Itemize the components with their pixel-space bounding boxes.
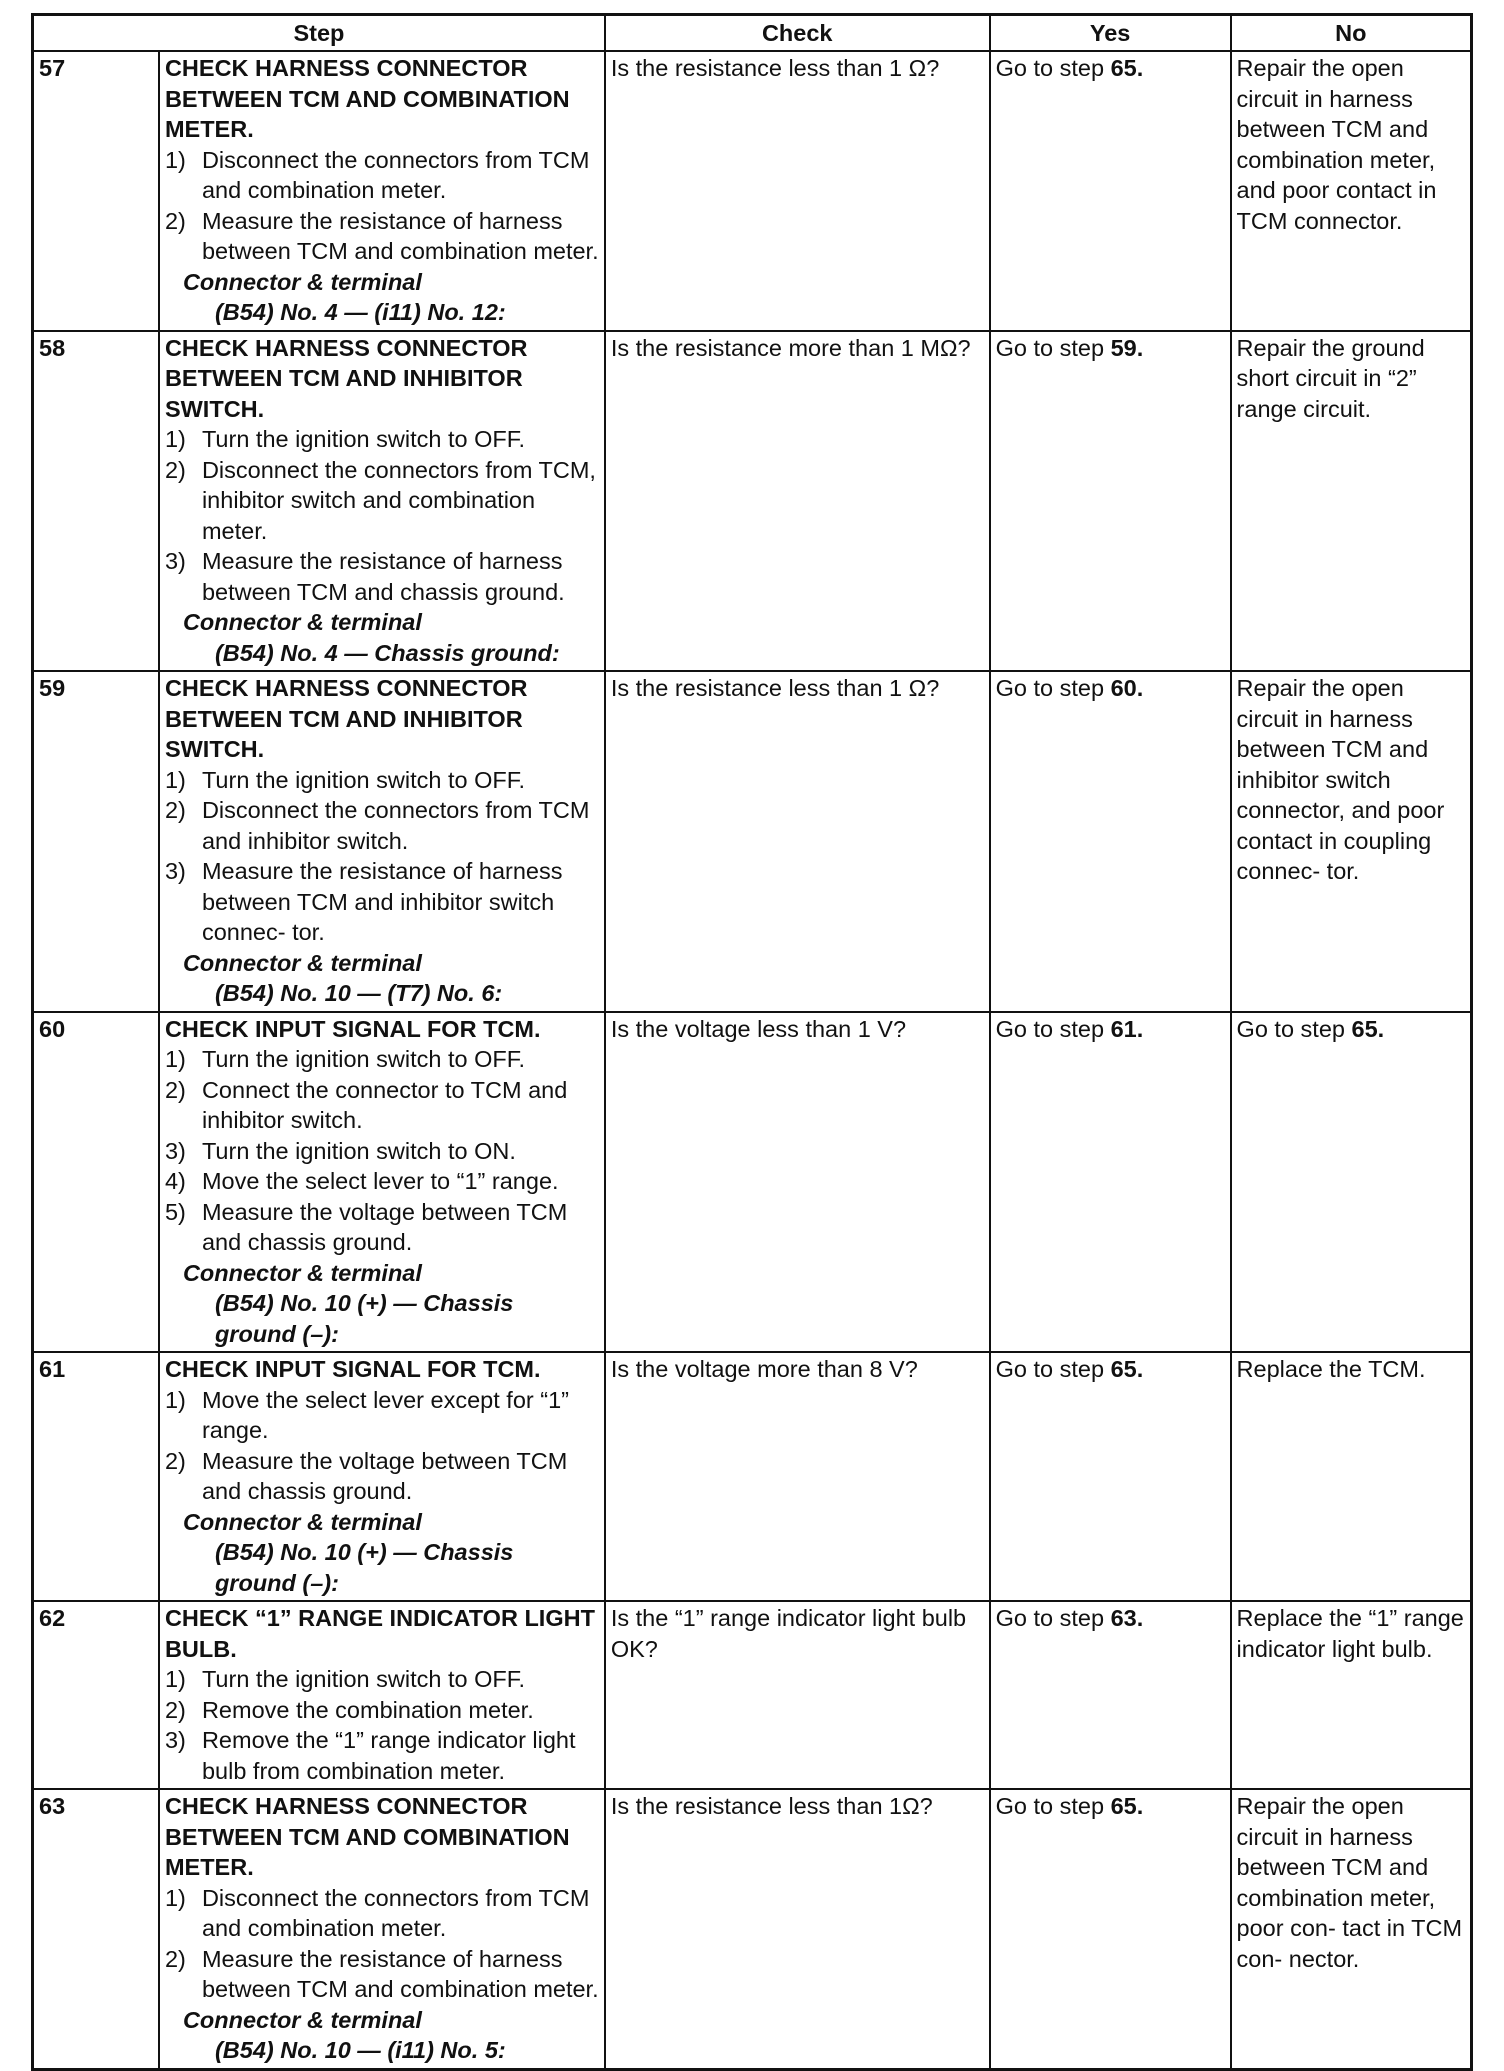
instruction-number: 1): [164, 1046, 186, 1072]
yes-step-ref: 59.: [1110, 334, 1144, 361]
step-number: [33, 1012, 159, 1353]
yes-step-ref: 65.: [1110, 55, 1144, 81]
connector-terminal-value: (B54) No. 4 — Chassis ground:: [214, 639, 560, 666]
instruction-text: Disconnect the connectors from TCM and combination meter.: [201, 146, 590, 203]
instruction-number: 1): [164, 1386, 186, 1413]
instruction-text: Disconnect the connectors from TCM and inhibitor switch.: [201, 797, 590, 854]
yes-step-ref: 65.: [1110, 1356, 1144, 1382]
instruction-number: 2): [164, 1945, 186, 1972]
check-text: Is the voltage less than 1 V?: [610, 1015, 907, 1042]
no-text: Repair the open circuit in harness between TCM and combination meter, and poor contact in TCM connector.: [1236, 55, 1437, 234]
no-cell: [1231, 331, 1472, 672]
yes-step-ref: 61.: [1110, 1015, 1144, 1042]
connector-terminal-label: Connector & terminal: [182, 268, 422, 295]
step-cell: [159, 1012, 605, 1353]
instruction-item: [165, 1883, 599, 1944]
connector-terminal-label: Connector & terminal: [182, 1259, 422, 1286]
instruction-number: 4): [164, 1168, 186, 1194]
step-instructions: [165, 1664, 599, 1786]
no-cell: [1231, 671, 1472, 1012]
step-title: CHECK HARNESS CONNECTOR BETWEEN TCM AND COMBINATION METER.: [164, 1793, 570, 1880]
instruction-item: [165, 455, 599, 547]
connector-terminal-value: (B54) No. 10 (+) — Chassis ground (–):: [214, 1290, 514, 1347]
instruction-item: [165, 1385, 599, 1446]
instruction-text: Move the select lever except for “1” range.: [201, 1386, 569, 1443]
instruction-number: 2): [164, 797, 186, 823]
step-number: [33, 1789, 159, 2069]
check-text: Is the resistance less than 1 Ω?: [610, 675, 940, 701]
check-text: Is the voltage more than 8 V?: [610, 1356, 918, 1382]
step-title: CHECK HARNESS CONNECTOR BETWEEN TCM AND INHIBITOR SWITCH.: [164, 334, 528, 422]
no-cell: [1231, 51, 1472, 331]
instruction-text: Disconnect the connectors from TCM, inhibitor switch and combination meter.: [201, 456, 596, 544]
connector-terminal-label: Connector & terminal: [182, 609, 422, 635]
yes-cell: [990, 671, 1231, 1012]
header-row: [33, 15, 1472, 52]
step-number-text: 60: [39, 1015, 66, 1042]
yes-prefix: Go to step: [995, 1793, 1111, 1819]
instruction-number: 2): [164, 207, 186, 234]
instruction-text: Turn the ignition switch to OFF.: [201, 1046, 525, 1072]
instruction-text: Turn the ignition switch to OFF.: [201, 426, 525, 452]
step-number-text: 57: [39, 55, 66, 81]
instruction-item: [165, 1197, 599, 1258]
instruction-number: 3): [164, 1137, 186, 1164]
connector-terminal-value: (B54) No. 10 — (i11) No. 5:: [214, 2037, 506, 2063]
step-instructions: [165, 1044, 599, 1258]
instruction-item: [165, 1664, 599, 1695]
table-row: [33, 331, 1472, 672]
instruction-number: 2): [164, 456, 186, 483]
step-instructions: [165, 765, 599, 948]
instruction-number: 3): [164, 858, 186, 884]
step-cell: [159, 1601, 605, 1789]
no-text: Replace the TCM.: [1236, 1356, 1426, 1382]
yes-step-ref: 63.: [1110, 1605, 1144, 1631]
connector-terminal-label: Connector & terminal: [182, 1508, 422, 1535]
instruction-item: [165, 765, 599, 796]
instruction-item: [165, 145, 599, 206]
table-row: [33, 51, 1472, 331]
check-cell: [605, 671, 990, 1012]
instruction-text: Turn the ignition switch to OFF.: [201, 766, 525, 793]
yes-prefix: Go to step: [995, 1605, 1111, 1631]
no-text: Repair the open circuit in harness between TCM and combination meter, poor con- tact in TCM con- nector.: [1236, 1793, 1463, 1972]
connector-terminal-label: Connector & terminal: [182, 949, 422, 976]
yes-cell: [990, 1352, 1231, 1601]
instruction-number: 3): [164, 1727, 186, 1753]
instruction-text: Measure the voltage between TCM and chassis ground.: [201, 1198, 568, 1255]
instruction-item: [165, 1695, 599, 1726]
instruction-text: Measure the resistance of harness between TCM and combination meter.: [201, 207, 599, 264]
check-text: Is the resistance more than 1 MΩ?: [610, 334, 971, 361]
instruction-number: 2): [164, 1447, 186, 1474]
instruction-item: [165, 1136, 599, 1167]
table-row: [33, 1601, 1472, 1789]
instruction-text: Turn the ignition switch to ON.: [201, 1137, 516, 1164]
yes-prefix: Go to step: [995, 55, 1111, 81]
yes-cell: [990, 331, 1231, 672]
table-row: [33, 1352, 1472, 1601]
instruction-item: [165, 1725, 599, 1786]
no-cell: [1231, 1789, 1472, 2069]
table-row: [33, 1012, 1472, 1353]
instruction-number: 2): [164, 1696, 186, 1723]
step-title: CHECK “1” RANGE INDICATOR LIGHT BULB.: [164, 1605, 595, 1662]
instruction-item: [165, 206, 599, 267]
yes-cell: [990, 1012, 1231, 1353]
instruction-number: 1): [164, 1884, 186, 1911]
instruction-number: 5): [164, 1198, 186, 1225]
instruction-item: [165, 546, 599, 607]
step-cell: [159, 51, 605, 331]
instruction-text: Disconnect the connectors from TCM and combination meter.: [201, 1884, 590, 1941]
instruction-item: [165, 856, 599, 948]
yes-prefix: Go to step: [995, 1015, 1111, 1042]
check-text: Is the “1” range indicator light bulb OK?: [610, 1605, 967, 1662]
instruction-item: [165, 1044, 599, 1075]
instruction-text: Measure the resistance of harness between TCM and chassis ground.: [201, 548, 565, 605]
no-cell: [1231, 1352, 1472, 1601]
instruction-item: [165, 1075, 599, 1136]
connector-terminal-value: (B54) No. 10 — (T7) No. 6:: [214, 980, 503, 1006]
header-step: Step: [33, 15, 605, 52]
instruction-text: Measure the resistance of harness between TCM and combination meter.: [201, 1945, 599, 2002]
no-cell: [1231, 1601, 1472, 1789]
step-cell: [159, 671, 605, 1012]
step-cell: [159, 331, 605, 672]
step-number: [33, 1601, 159, 1789]
step-number-text: 58: [39, 334, 66, 361]
yes-cell: [990, 51, 1231, 331]
instruction-item: [165, 1446, 599, 1507]
check-cell: [605, 51, 990, 331]
step-instructions: [165, 424, 599, 607]
yes-cell: [990, 1601, 1231, 1789]
instruction-item: [165, 1166, 599, 1197]
header-yes: Yes: [990, 15, 1231, 52]
instruction-number: 1): [164, 146, 186, 173]
header-no: No: [1231, 15, 1472, 52]
check-cell: [605, 331, 990, 672]
connector-terminal-value: (B54) No. 4 — (i11) No. 12:: [214, 299, 506, 325]
no-prefix: Go to step: [1236, 1015, 1352, 1042]
check-cell: [605, 1352, 990, 1601]
instruction-text: Measure the resistance of harness between TCM and inhibitor switch connec- tor.: [201, 858, 563, 945]
instruction-text: Remove the “1” range indicator light bulb from combination meter.: [201, 1727, 576, 1784]
check-text: Is the resistance less than 1 Ω?: [610, 55, 940, 81]
step-title: CHECK HARNESS CONNECTOR BETWEEN TCM AND INHIBITOR SWITCH.: [164, 675, 528, 762]
header-check: Check: [605, 15, 990, 52]
instruction-text: Connect the connector to TCM and inhibitor switch.: [201, 1076, 568, 1133]
diagnostic-procedure-table: [31, 13, 1473, 2071]
no-text: Repair the ground short circuit in “2” range circuit.: [1236, 334, 1425, 422]
no-step-ref: 65.: [1351, 1015, 1385, 1042]
step-title: CHECK HARNESS CONNECTOR BETWEEN TCM AND COMBINATION METER.: [164, 55, 570, 142]
instruction-text: Move the select lever to “1” range.: [201, 1168, 559, 1194]
table-body: [33, 51, 1472, 2069]
no-text: Replace the “1” range indicator light bulb.: [1236, 1605, 1464, 1662]
step-cell: [159, 1789, 605, 2069]
step-instructions: [165, 1385, 599, 1507]
table-row: [33, 671, 1472, 1012]
connector-terminal-value: (B54) No. 10 (+) — Chassis ground (–):: [214, 1539, 514, 1596]
step-number-text: 62: [39, 1605, 66, 1631]
instruction-text: Remove the combination meter.: [201, 1696, 534, 1723]
instruction-number: 1): [164, 766, 186, 793]
instruction-item: [165, 1944, 599, 2005]
instruction-item: [165, 424, 599, 455]
yes-step-ref: 65.: [1110, 1793, 1144, 1819]
connector-terminal-label: Connector & terminal: [182, 2006, 422, 2033]
check-cell: [605, 1012, 990, 1353]
yes-prefix: Go to step: [995, 675, 1111, 701]
step-cell: [159, 1352, 605, 1601]
step-number-text: 59: [39, 675, 66, 701]
yes-prefix: Go to step: [995, 1356, 1111, 1382]
no-cell: [1231, 1012, 1472, 1353]
instruction-number: 1): [164, 426, 186, 452]
check-cell: [605, 1601, 990, 1789]
instruction-number: 3): [164, 548, 186, 574]
check-cell: [605, 1789, 990, 2069]
instruction-number: 2): [164, 1076, 186, 1103]
step-instructions: [165, 145, 599, 267]
step-instructions: [165, 1883, 599, 2005]
instruction-number: 1): [164, 1666, 186, 1692]
no-text: Repair the open circuit in harness between TCM and inhibitor switch connector, and poor contact in coupling connec- tor.: [1236, 675, 1445, 884]
instruction-text: Turn the ignition switch to OFF.: [201, 1666, 525, 1692]
step-number: [33, 671, 159, 1012]
step-number: [33, 1352, 159, 1601]
step-number-text: 61: [39, 1356, 66, 1382]
check-text: Is the resistance less than 1Ω?: [610, 1793, 933, 1819]
step-number: [33, 331, 159, 672]
table-row: [33, 1789, 1472, 2069]
instruction-text: Measure the voltage between TCM and chassis ground.: [201, 1447, 568, 1504]
step-number: [33, 51, 159, 331]
step-title: CHECK INPUT SIGNAL FOR TCM.: [164, 1015, 541, 1042]
step-title: CHECK INPUT SIGNAL FOR TCM.: [164, 1356, 541, 1382]
instruction-item: [165, 795, 599, 856]
step-number-text: 63: [39, 1793, 66, 1819]
yes-cell: [990, 1789, 1231, 2069]
yes-step-ref: 60.: [1110, 675, 1144, 701]
yes-prefix: Go to step: [995, 334, 1111, 361]
